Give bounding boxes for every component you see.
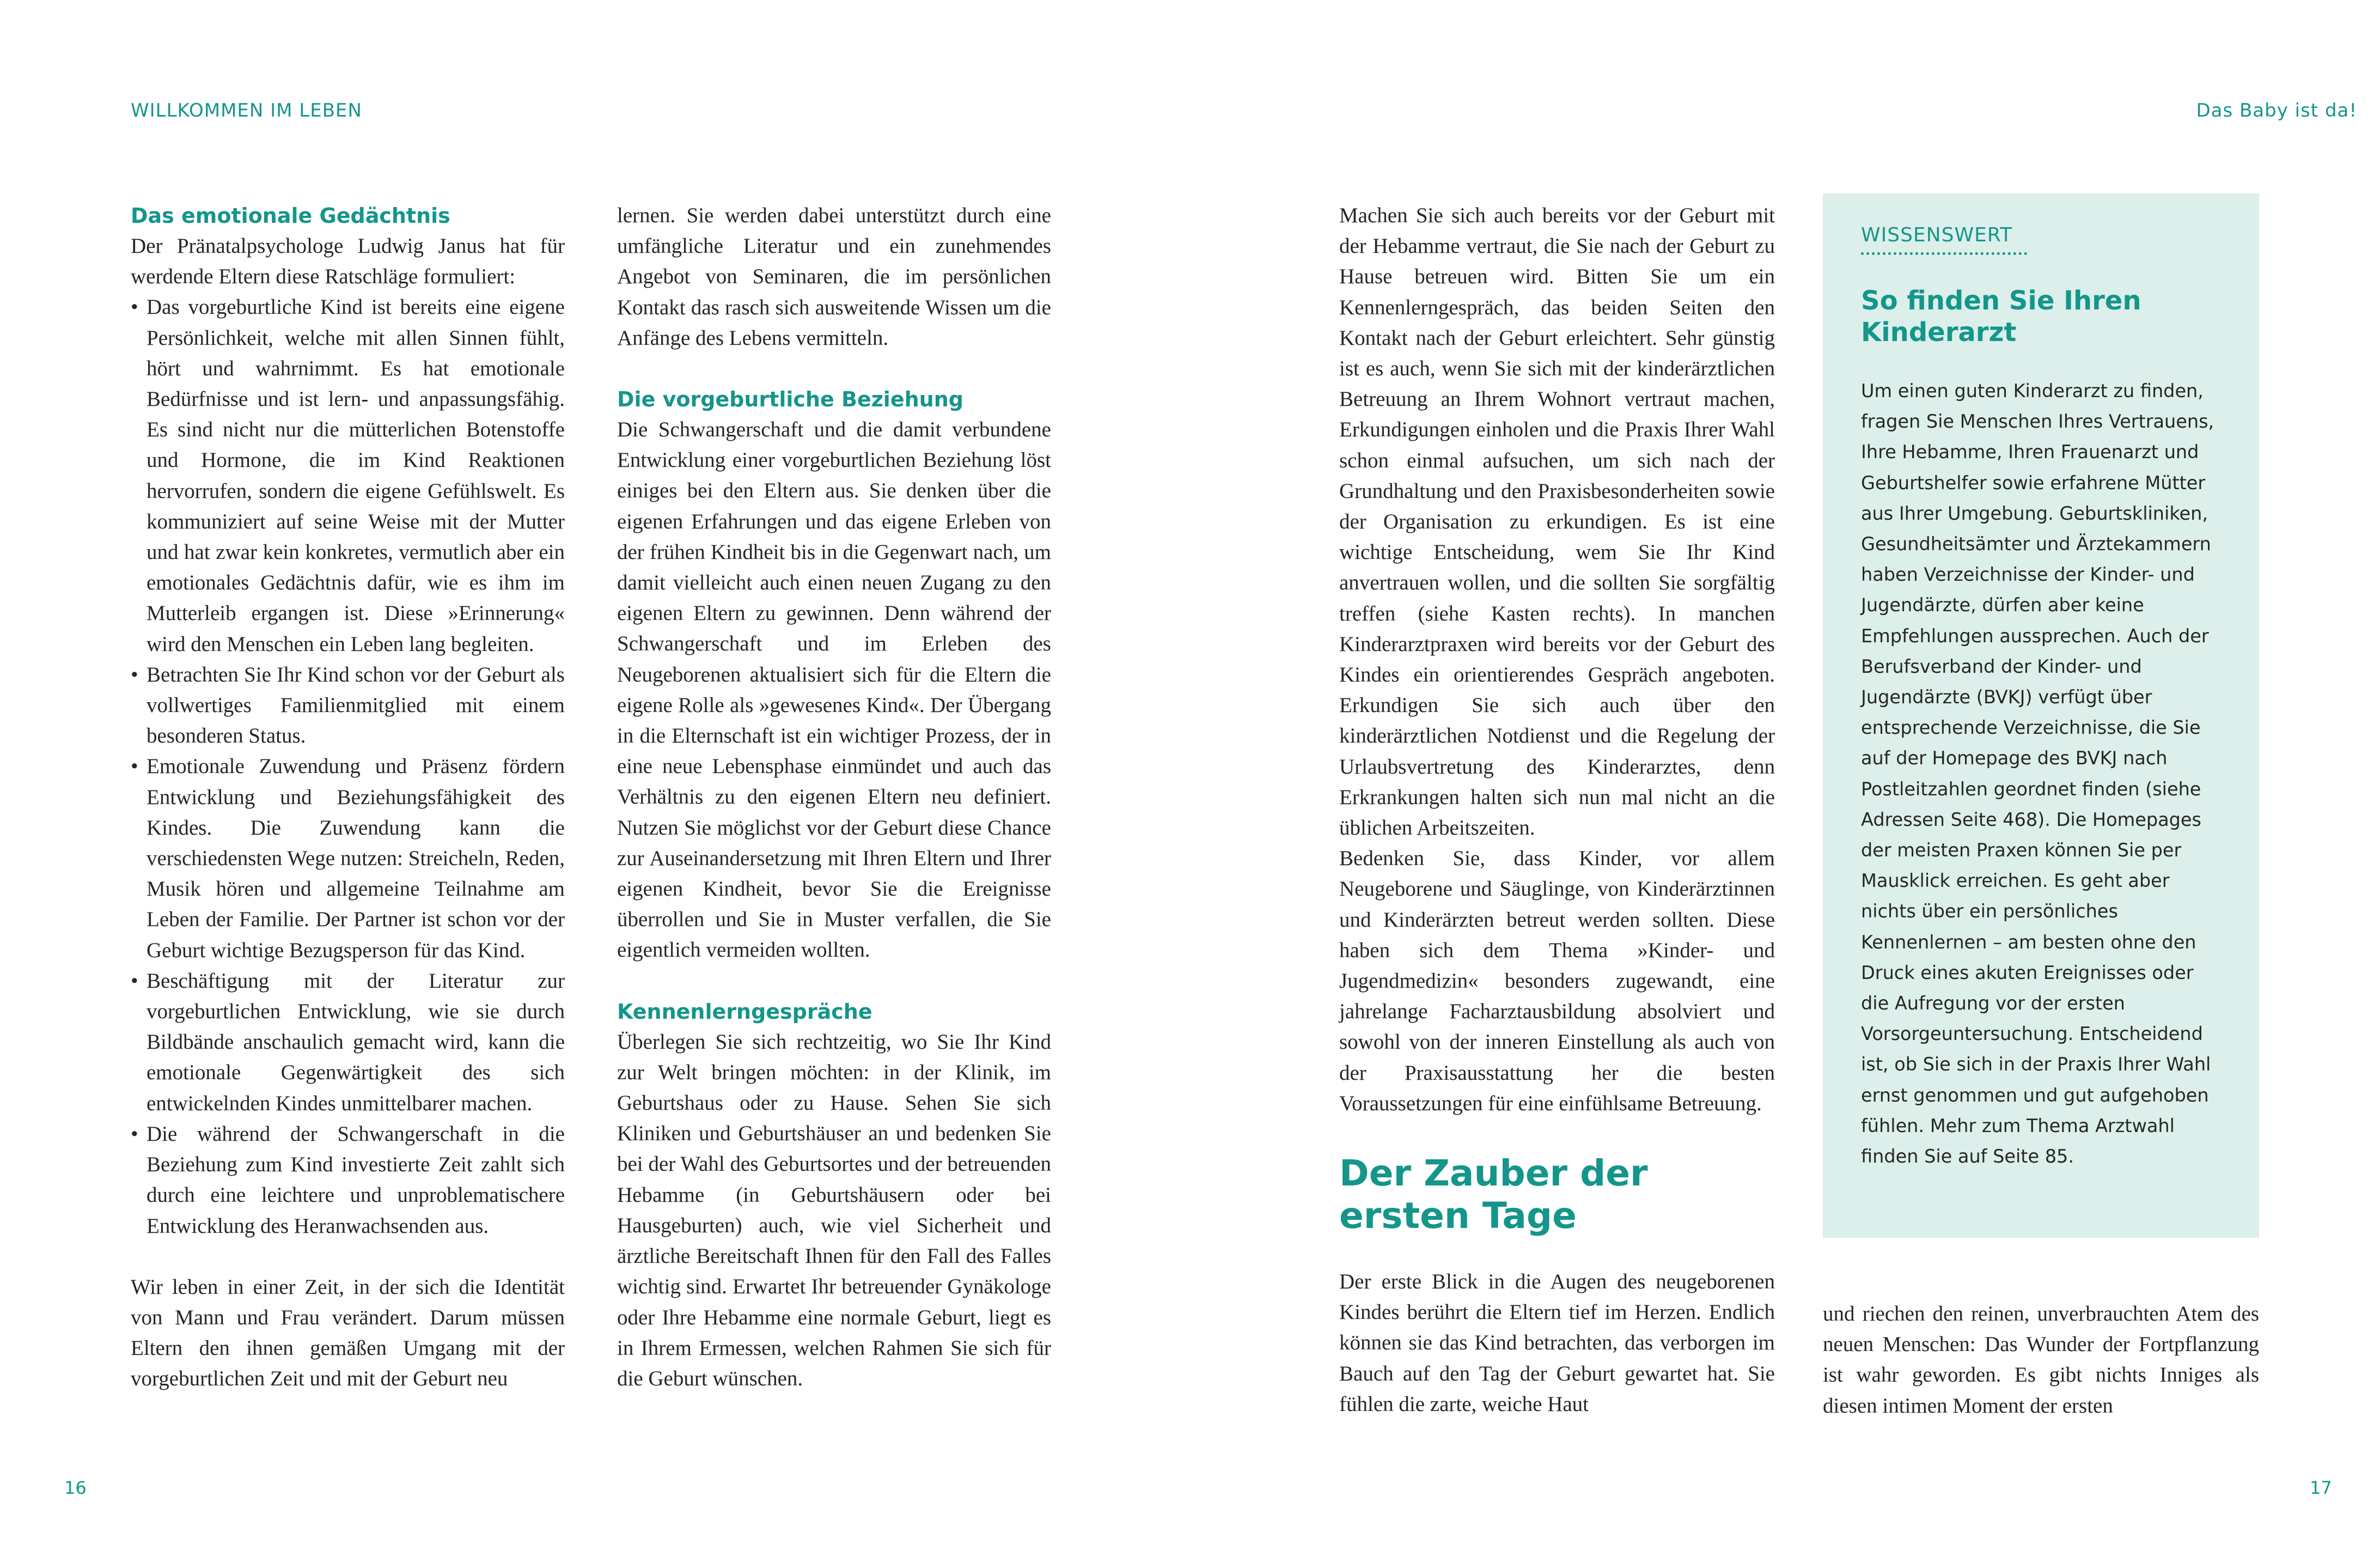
right-column-1-lower bbox=[1339, 1267, 1775, 1420]
info-box bbox=[1823, 193, 2259, 1238]
right-column-2-lower bbox=[1823, 1299, 2259, 1421]
pediatrician-paragraph: Bedenken Sie, dass Kinder, vor allem Neugeborene und Säuglinge, von Kinderärztinnen und Kinderärzten betreut werden sollten. Diese haben sich dem Thema »Kinder- und Jugendmedizin« besonders zugewandt, eine jahrelange Facharztausbildung absolviert und sowohl von der inneren Einstellung als auch von der Praxisausstattung her die besten Voraussetzungen für eine einfühlsame Betreuung. bbox=[1339, 847, 1775, 1115]
list-item: • Beschäftigung mit der Literatur zur vorgeburtlichen Entwicklung, wie sie durch Bildbände anschaulich gemacht wird, kann die emotionale Gegenwärtigkeit des sich entwickelnden Kindes unmittelbarer machen. bbox=[131, 966, 565, 1119]
left-column-1 bbox=[131, 200, 565, 1395]
running-head-right: Das Baby ist da! bbox=[2196, 100, 2357, 121]
chapter-heading: Der Zauber der ersten Tage bbox=[1339, 1152, 1648, 1237]
first-glance-paragraph: Der erste Blick in die Augen des neugeborenen Kindes berührt die Eltern tief im Herzen. Endlich können sie das Kind betrachten, das verborgen im Bauch auf den Tag der Geburt gewartet hat. Sie fühlen die zarte, weiche Haut bbox=[1339, 1270, 1775, 1416]
running-head-left: WILLKOMMEN IM LEBEN bbox=[131, 100, 362, 121]
info-box-title: So finden Sie Ihren Kinderarzt bbox=[1861, 285, 2141, 348]
left-column-2 bbox=[617, 200, 1051, 1394]
continuation-paragraph: lernen. Sie werden dabei unterstützt durch eine umfängliche Literatur und ein zunehmendes Angebot von Seminaren, die im persönlichen Kontakt das rasch sich ausweitende Wissen um die Anfänge des Lebens vermitteln. bbox=[617, 204, 1051, 350]
dotted-divider bbox=[1861, 252, 2027, 255]
heading-emotional-memory: Das emotionale Gedächtnis bbox=[131, 204, 450, 228]
list-item: • Das vorgeburtliche Kind ist bereits eine eigene Persönlichkeit, welche mit allen Sinnen fühlt, hört und wahrnimmt. Es hat emotionale Bedürfnisse und ist lern- und anpassungsfähig. Es sind nicht nur die mütterlichen Botenstoffe und Hormone, die im Kind Reaktionen hervorrufen, sondern die eigene Gefühlswelt. Es kommuniziert auf seine Weise mit der Mutter und hat zwar kein konkretes, vermutlich aber ein emotionales Gedächtnis dafür, wie es ihm im Mutterleib ergangen ist. Diese »Erinnerung« wird den Menschen ein Leben lang begleiten. bbox=[131, 292, 565, 659]
continuation-paragraph-right: und riechen den reinen, unverbrauchten Atem des neuen Menschen: Das Wunder der Fortpflanzung ist wahr geworden. Es gibt nichts Inniges als diesen intimen Moment der ersten bbox=[1823, 1302, 2259, 1418]
info-box-label: WISSENSWERT bbox=[1861, 224, 2013, 246]
closing-paragraph: Wir leben in einer Zeit, in der sich die Identität von Mann und Frau verändert. Darum müssen Eltern den ihnen gemäßen Umgang mit der vorgeburtlichen Zeit und mit der Geburt neu bbox=[131, 1275, 565, 1391]
list-item: • Betrachten Sie Ihr Kind schon vor der Geburt als vollwertiges Familienmitglied mit einem besonderen Status. bbox=[131, 660, 565, 752]
right-column-1 bbox=[1339, 200, 1775, 1119]
list-item: • Emotionale Zuwendung und Präsenz fördern Entwicklung und Beziehungsfähigkeit des Kindes. Die Zuwendung kann die verschiedensten Wege nutzen: Streicheln, Reden, Musik hören und allgemeine Teilnahme am Leben der Familie. Der Partner ist schon vor der Geburt wichtige Bezugsperson für das Kind. bbox=[131, 751, 565, 965]
page-number-right: 17 bbox=[2310, 1477, 2332, 1498]
advice-list bbox=[131, 292, 565, 1241]
list-item: • Die während der Schwangerschaft in die Beziehung zum Kind investierte Zeit zahlt sich durch eine leichtere und unproblematischere Entwicklung des Heranwachsenden aus. bbox=[131, 1119, 565, 1242]
info-box-body: Um einen guten Kinderarzt zu finden, fragen Sie Menschen Ihres Vertrauens, Ihre Hebamme, Ihren Frauenarzt und Geburtshelfer sowie erfahrene Mütter aus Ihrer Umgebung. Geburtskliniken, Gesundheitsämter und Ärztekammern haben Verzeichnisse der Kinder- und Jugendärzte, dürfen aber keine Empfehlungen aussprechen. Auch der Berufsverband der Kinder- und Jugendärzte (BVKJ) verfügt über entsprechende Verzeichnisse, die Sie auf der Homepage des BVKJ nach Postleitzahlen geordnet finden (siehe Adressen Seite 468). Die Homepages der meisten Praxen können Sie per Mausklick erreichen. Es geht aber nichts über ein persönliches Kennenlernen – am besten ohne den Druck eines akuten Ereignisses oder die Aufregung vor der ersten Vorsorgeuntersuchung. Entscheidend ist, ob Sie sich in der Praxis Ihrer Wahl ernst genommen und gut aufgehoben fühlen. Mehr zum Thema Arztwahl finden Sie auf Seite 85. bbox=[1861, 380, 2214, 1167]
midwife-paragraph: Machen Sie sich auch bereits vor der Geburt mit der Hebamme vertraut, die Sie nach der Geburt zu Hause betreuen wird. Bitten Sie um ein Kennenlerngespräch, das beiden Seiten den Kontakt nach der Geburt erleichtert. Sehr günstig ist es auch, wenn Sie sich mit der kinderärztlichen Betreuung an Ihrem Wohnort vertraut machen, Erkundigungen einholen und die Praxis Ihrer Wahl schon einmal aufsuchen, um sich nach der Grundhaltung und den Praxisbesonderheiten sowie der Organisation zu erkundigen. Es ist eine wichtige Entscheidung, wem Sie Ihr Kind anvertrauen wollen, und die sollten Sie sorgfältig treffen (siehe Kasten rechts). In manchen Kinderarztpraxen wird bereits vor der Geburt des Kindes ein orientierendes Gespräch angeboten. Erkundigen Sie sich auch über den kinderärztlichen Notdienst und die Regelung der Urlaubsvertretung des Kinderarztes, denn Erkrankungen halten sich nun mal nicht an die üblichen Arbeitszeiten. bbox=[1339, 204, 1775, 840]
prenatal-relationship-paragraph: Die Schwangerschaft und die damit verbundene Entwicklung einer vorgeburtlichen Beziehung löst einiges bei den Eltern aus. Sie denken über die eigenen Erfahrungen und das eigene Erleben von der frühen Kindheit bis in die Gegenwart nach, um damit vielleicht auch einen neuen Zugang zu den eigenen Eltern zu gewinnen. Denn während der Schwangerschaft und im Erleben des Neugeborenen aktualisiert sich für die Eltern die eigene Rolle als »gewesenes Kind«. Der Übergang in die Elternschaft ist ein wichtiger Prozess, der in eine neue Lebensphase einmündet und auch das Verhältnis zu den eigenen Eltern neu definiert. Nutzen Sie möglichst vor der Geburt diese Chance zur Auseinandersetzung mit Ihren Eltern und Ihrer eigenen Kindheit, bevor Sie die Ereignisse überrollen und Sie in Muster verfallen, die Sie eigentlich vermeiden wollten. bbox=[617, 418, 1051, 962]
intro-paragraph: Der Pränatalpsychologe Ludwig Janus hat für werdende Eltern diese Ratschläge formuliert: bbox=[131, 234, 565, 289]
heading-introductory-talks: Kennenlerngespräche bbox=[617, 999, 872, 1024]
introductory-talks-paragraph: Überlegen Sie sich rechtzeitig, wo Sie Ihr Kind zur Welt bringen möchten: in der Klinik, im Geburtshaus oder zu Hause. Sehen Sie sich Kliniken und Geburtshäuser an und bedenken Sie bei der Wahl des Geburtsortes und der betreuenden Hebamme (in Geburtshäusern oder bei Hausgeburten) auch, wie viel Sicherheit und ärztliche Bereitschaft Ihnen für den Fall des Falles wichtig sind. Erwartet Ihr betreuender Gynäkologe oder Ihre Hebamme eine normale Geburt, liegt es in Ihrem Ermessen, welchen Rahmen Sie sich für die Geburt wünschen. bbox=[617, 1030, 1051, 1390]
heading-prenatal-relationship: Die vorgeburtliche Beziehung bbox=[617, 387, 963, 412]
page-number-left: 16 bbox=[64, 1477, 87, 1498]
